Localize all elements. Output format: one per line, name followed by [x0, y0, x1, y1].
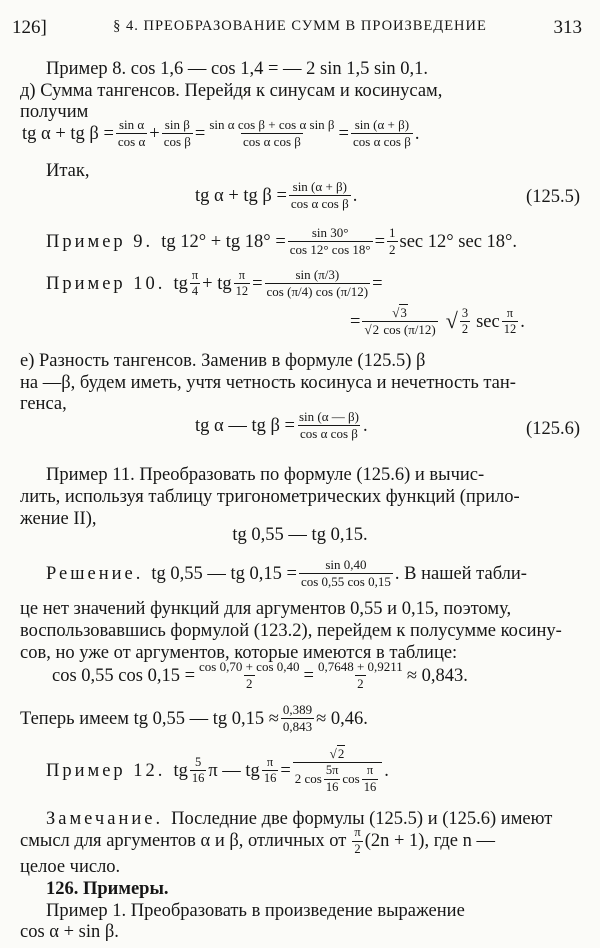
section-d-line-2: получим — [20, 102, 89, 122]
formula-125-5: tg α + tg β = $\frac{\sin (\alpha + \beta)}{\text{cos α cos β}}$ . — [195, 179, 358, 212]
equation-number-125-5: (125.5) — [526, 187, 580, 207]
example-12: Пример 12. tg $\frac{5}{16}$ π — tg $\frac{\pi}{16}$ = √2 2 cos $\frac{5\pi}{16}$ cos $\frac{\pi}{16}$ . — [46, 746, 389, 795]
fraction: $\frac{\sin (\alpha — \beta)}{\text{cos α cos β}}$ — [298, 409, 359, 442]
fraction: √2 2 cos $\frac{5\pi}{16}$ cos $\frac{\pi}{16}$ — [293, 747, 383, 795]
fraction: $\frac{1}{2}$ — [389, 225, 396, 258]
fraction: $\frac{0,7648 + 0,9211}{2}$ — [317, 659, 403, 692]
chapter-number: 126] — [12, 17, 47, 38]
solution-line-1: Решение. tg 0,55 — tg 0,15 = $\frac{\sin 0,40}{\cos 0,55 \cos 0,15}$ . В нашей табли- — [46, 557, 527, 590]
fraction: $\frac{\pi}{4}$ — [191, 267, 199, 299]
result-line: Теперь имеем tg 0,55 — tg 0,15 ≈ $\frac{0,389}{0,843}$ ≈ 0,46. — [20, 702, 368, 735]
example-1-line-1: Пример 1. Преобразовать в произведение выражение — [46, 901, 465, 921]
example-9: Пример 9. tg 12° + tg 18° = $\frac{\sin 30^\circ}{\cos 12^\circ \cos 18^\circ}$ = $\frac{1}{2}$ sec 12° sec 18°. — [46, 225, 518, 258]
remark-line-3: целое число. — [20, 857, 121, 877]
formula-125-6: tg α — tg β = $\frac{\sin (\alpha — \beta)}{\text{cos α cos β}}$ . — [195, 409, 368, 442]
example-10-line-1: Пример 10. tg $\frac{\pi}{4}$ + tg $\frac{\pi}{12}$ = $\frac{\sin (\pi/3)}{\cos (\pi/4) \cos (\pi/12)}$ = — [46, 267, 383, 300]
fraction: $\frac{\cos 0,70 + \cos 0,40}{2}$ — [199, 659, 300, 692]
solution-line-3: воспользовавшись формулой (123.2), перейдем к полусумме косину- — [20, 621, 562, 641]
example-1-line-2: cos α + sin β. — [20, 922, 119, 942]
fraction: $\frac{5\pi}{16}$ — [325, 763, 339, 795]
solution-line-2: це нет значений функций для аргументов 0,55 и 0,15, поэтому, — [20, 599, 512, 619]
fraction: $\frac{\text{sin β}}{\text{cos β}}$ — [163, 117, 191, 150]
fraction: $\frac{\pi}{12}$ — [235, 267, 249, 299]
example-8: Пример 8. cos 1,6 — cos 1,4 = — 2 sin 1,5 sin 0,1. — [46, 59, 428, 79]
fraction: $\frac{\pi}{16}$ — [363, 763, 377, 795]
section-e-line-3: генса, — [20, 394, 67, 414]
remark-line-2: смысл для аргументов α и β, отличных от $\frac{\pi}{2}$ (2n + 1), где n — — [20, 825, 495, 856]
sum-tangent-expansion: tg α + tg β = $\frac{\text{sin α}}{\text{cos α}}$ + $\frac{\text{sin β}}{\text{cos β}}$ = $\frac{\text{sin α cos β + cos α sin β}}{\text{cos α cos β}}$ = $\frac{\sin (\alpha + \beta)}{\text{cos α cos β}}$ . — [22, 117, 420, 150]
running-head: § 4. ПРЕОБРАЗОВАНИЕ СУММ В ПРОИЗВЕДЕНИЕ — [113, 18, 487, 34]
fraction: $\frac{\text{sin α cos β + cos α sin β}}{\text{cos α cos β}}$ — [209, 117, 335, 150]
fraction: $\frac{0,389}{0,843}$ — [282, 702, 313, 735]
fraction: $\frac{\sin 30^\circ}{\cos 12^\circ \cos 18^\circ}$ — [289, 225, 371, 258]
fraction: $\frac{5}{16}$ — [191, 754, 205, 786]
fraction: $\frac{\sin (\alpha + \beta)}{\text{cos α cos β}}$ — [290, 179, 349, 212]
fraction: $\frac{\sin (\pi/3)}{\cos (\pi/4) \cos (\pi/12)}$ — [266, 267, 369, 300]
example-11-line-3: жение II), — [20, 509, 97, 529]
page-number: 313 — [553, 17, 582, 38]
example-10-line-2: = $\frac{√3}{√2 \cos (\pi/12)}$ √ $\frac{3}{2}$ sec $\frac{\pi}{12}$ . — [350, 305, 525, 338]
section-126-heading: 126. Примеры. — [46, 879, 169, 899]
fraction: $\frac{√3}{√2 \cos (\pi/12)}$ — [364, 305, 436, 338]
example-11-line-1: Пример 11. Преобразовать по формуле (125.6) и вычис- — [46, 465, 485, 485]
fraction: $\frac{\pi}{16}$ — [263, 754, 277, 786]
section-e-line-1: е) Разность тангенсов. Заменив в формуле (125.5) β — [20, 351, 426, 371]
fraction: $\frac{\pi}{2}$ — [354, 825, 361, 856]
fraction: $\frac{\text{sin α}}{\text{cos α}}$ — [117, 117, 146, 150]
equation-number-125-6: (125.6) — [526, 419, 580, 439]
fraction: $\frac{3}{2}$ — [461, 305, 469, 337]
section-d-line-1: д) Сумма тангенсов. Перейдя к синусам и косинусам, — [20, 81, 443, 101]
example-11-line-2: лить, используя таблицу тригонометрических функций (прило- — [20, 487, 520, 507]
remark-line-1: Замечание. Последние две формулы (125.5) и (125.6) имеют — [46, 809, 553, 829]
fraction: $\frac{\sin 0,40}{\cos 0,55 \cos 0,15}$ — [300, 557, 391, 590]
solution-line-4: сов, но уже от аргументов, которые имеются в таблице: — [20, 643, 458, 663]
section-e-line-2: на —β, будем иметь, учтя четность косинуса и нечетность тан- — [20, 373, 516, 393]
itak-line: Итак, — [46, 161, 90, 181]
cos-product-calculation: cos 0,55 cos 0,15 = $\frac{\cos 0,70 + \cos 0,40}{2}$ = $\frac{0,7648 + 0,9211}{2}$ ≈ 0,843. — [52, 659, 468, 692]
fraction: $\frac{\sin (\alpha + \beta)}{\text{cos α cos β}}$ — [352, 117, 411, 150]
fraction: $\frac{\pi}{12}$ — [503, 305, 517, 337]
example-11-expression: tg 0,55 — tg 0,15. — [232, 525, 368, 545]
